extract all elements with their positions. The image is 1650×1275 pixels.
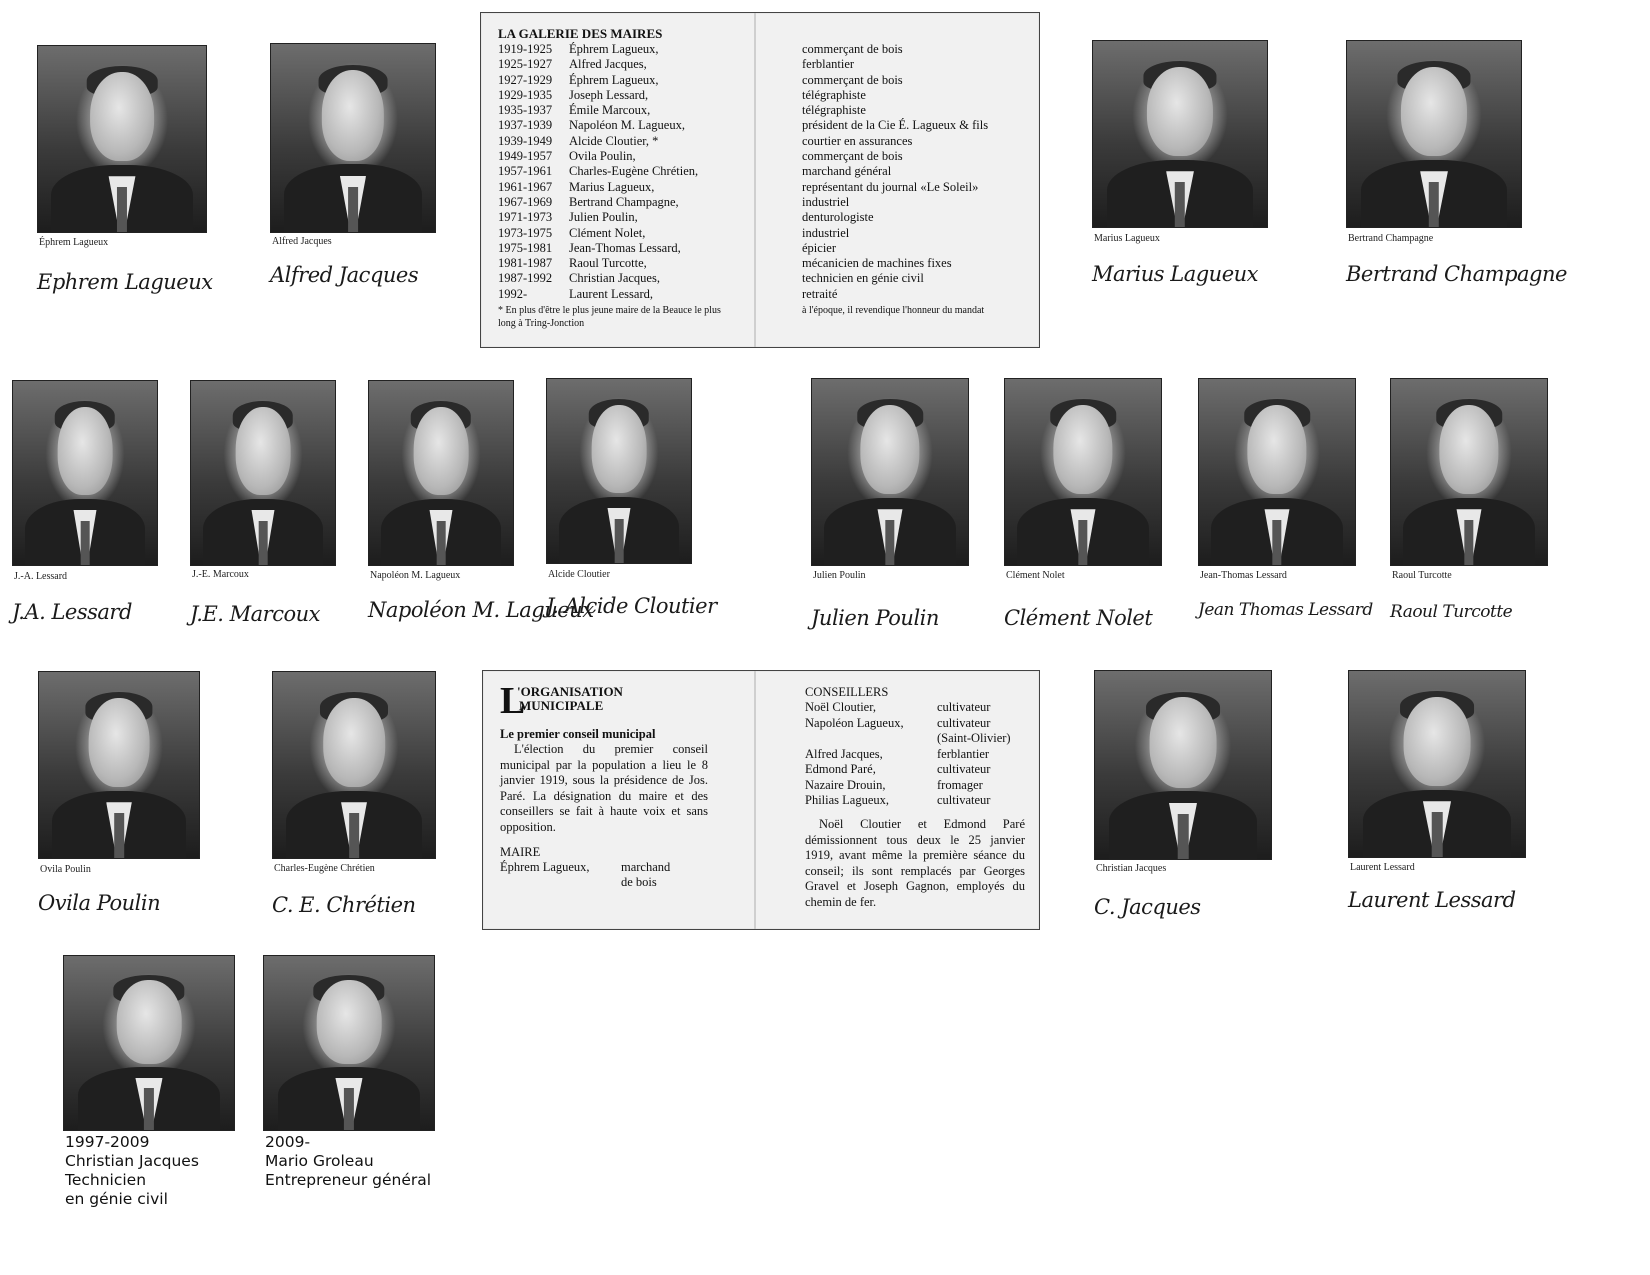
mayor-occupation: denturologiste	[802, 210, 874, 225]
portrait-caption: Napoléon M. Lagueux	[370, 570, 461, 581]
portrait-je-marcoux	[190, 380, 340, 650]
mayor-occupation: commerçant de bois	[802, 149, 903, 164]
mayor-term: 1992-	[498, 286, 528, 301]
mayor-name: Émile Marcoux,	[569, 103, 651, 118]
conseiller-occupation: cultivateur	[937, 762, 991, 776]
conseiller-name: Nazaire Drouin,	[805, 777, 886, 792]
portrait-signature: Raoul Turcotte	[1390, 602, 1513, 622]
recent-mayor-term: 1997-2009	[65, 1133, 150, 1151]
mayor-name: Charles-Eugène Chrétien,	[569, 164, 699, 179]
portrait-recent-mario-groleau	[263, 955, 473, 1215]
mayor-term: 1971-1973	[498, 210, 553, 225]
mayor-occupation: industriel	[802, 225, 850, 240]
mayor-name: Raoul Turcotte,	[569, 256, 647, 271]
portrait-laurent-lessard	[1348, 670, 1548, 940]
maire-occupation-line2: de bois	[621, 875, 657, 889]
portrait-raoul-turcotte	[1390, 378, 1550, 648]
galerie-title: LA GALERIE DES MAIRES	[498, 26, 663, 41]
galerie-footnote-right: à l'époque, il revendique l'honneur du mandat	[802, 305, 985, 316]
mayor-occupation: commerçant de bois	[802, 42, 903, 56]
mayor-occupation: commerçant de bois	[802, 72, 903, 87]
mayor-occupation: télégraphiste	[802, 103, 866, 118]
portrait-caption: Éphrem Lagueux	[39, 237, 109, 248]
portrait-photo	[811, 378, 969, 566]
portrait-photo	[1092, 40, 1268, 228]
conseiller-name: Edmond Paré,	[805, 762, 876, 776]
organisation-title-line1: 'ORGANISATION	[517, 684, 623, 699]
conseiller-name: Philias Lagueux,	[805, 793, 890, 807]
mayor-occupation: retraité	[802, 286, 838, 301]
mayor-term: 1927-1929	[498, 72, 553, 87]
portrait-signature: Ovila Poulin	[38, 891, 161, 915]
portrait-caption: Alfred Jacques	[272, 236, 332, 247]
portrait-photo	[270, 43, 436, 233]
portrait-photo	[190, 380, 336, 566]
conseiller-occupation: fromager	[937, 777, 983, 792]
recent-mayor-title-line1: Technicien	[65, 1171, 147, 1189]
galerie-footnote-left: * En plus d'être le plus jeune maire de la Beauce le plus long à Tring-Jonction	[498, 305, 721, 329]
portrait-photo	[1390, 378, 1548, 566]
conseillers-heading: CONSEILLERS	[805, 685, 889, 699]
mayor-name: Laurent Lessard,	[569, 286, 653, 301]
mayor-occupation: marchand général	[802, 164, 892, 179]
galerie-terms-column	[498, 42, 552, 302]
portrait-signature: C. E. Chrétien	[272, 893, 416, 917]
portrait-photo	[1094, 670, 1272, 860]
mayor-term: 1939-1949	[498, 133, 553, 148]
galerie-occupations-column	[802, 42, 988, 302]
mayor-name: Joseph Lessard,	[569, 87, 649, 102]
portrait-photo	[546, 378, 692, 564]
organisation-title-line2: MUNICIPALE	[519, 698, 604, 713]
portrait-signature: Laurent Lessard	[1348, 888, 1516, 912]
mayor-name: Jean-Thomas Lessard,	[569, 240, 681, 255]
mayor-name: Napoléon M. Lagueux,	[569, 118, 685, 133]
mayor-name: Julien Poulin,	[569, 210, 638, 225]
mayor-term: 1925-1927	[498, 57, 553, 72]
portrait-clement-nolet	[1004, 378, 1174, 648]
mayor-name: Marius Lagueux,	[569, 179, 655, 194]
galerie-des-maires-panel	[480, 12, 1040, 348]
recent-mayor-term: 2009-	[265, 1133, 311, 1151]
portrait-bertrand-champagne	[1346, 40, 1567, 300]
portrait-caption: Alcide Cloutier	[548, 569, 610, 580]
mayor-occupation: épicier	[802, 240, 837, 255]
conseiller-name: Noël Cloutier,	[805, 700, 877, 714]
mayor-term: 1967-1969	[498, 194, 553, 209]
portrait-photo	[63, 955, 235, 1131]
portrait-signature: Clément Nolet	[1004, 606, 1153, 630]
maire-occupation-line1: marchand	[621, 860, 671, 874]
mayor-term: 1919-1925	[498, 42, 553, 56]
portrait-caption: Ovila Poulin	[40, 864, 91, 875]
page-gutter	[754, 671, 756, 929]
portrait-signature: J. Alcide Cloutier	[546, 594, 717, 618]
portrait-signature: Napoléon M. Lagueux	[368, 598, 594, 622]
portrait-alfred-jacques	[270, 43, 440, 303]
mayor-name: Éphrem Lagueux,	[569, 72, 659, 87]
portrait-christian-jacques	[1094, 670, 1294, 940]
portrait-ovila-poulin	[38, 671, 238, 931]
portrait-julien-poulin	[811, 378, 981, 648]
mayor-term: 1987-1992	[498, 271, 553, 286]
mayor-term: 1973-1975	[498, 225, 553, 240]
portrait-charles-eugene-chretien	[272, 671, 472, 931]
mayor-occupation: télégraphiste	[802, 87, 866, 102]
conseiller-name: Alfred Jacques,	[805, 746, 883, 761]
conseiller-occupation: cultivateur	[937, 715, 991, 730]
portrait-ja-lessard	[12, 380, 162, 650]
portrait-photo	[1198, 378, 1356, 566]
portrait-signature: Marius Lagueux	[1092, 262, 1258, 286]
organisation-subheading: Le premier conseil municipal	[500, 727, 656, 741]
conseiller-name	[805, 731, 904, 747]
mayor-name: Éphrem Lagueux,	[569, 42, 659, 56]
portrait-caption: Christian Jacques	[1096, 863, 1167, 874]
mayor-occupation: représentant du journal «Le Soleil»	[802, 179, 979, 194]
conseillers-names-column	[805, 700, 904, 809]
portrait-caption: Laurent Lessard	[1350, 862, 1415, 873]
portrait-caption: Raoul Turcotte	[1392, 570, 1452, 581]
recent-mayor-caption	[265, 1133, 431, 1190]
portrait-photo	[1346, 40, 1522, 228]
portrait-alcide-cloutier	[546, 378, 717, 648]
mayor-term: 1949-1957	[498, 149, 553, 164]
conseiller-occupation: (Saint-Olivier)	[937, 731, 1011, 745]
mayor-term: 1935-1937	[498, 103, 553, 118]
portrait-photo	[1348, 670, 1526, 858]
portrait-jean-thomas-lessard	[1198, 378, 1373, 648]
portrait-photo	[12, 380, 158, 566]
portrait-caption: J.-E. Marcoux	[192, 569, 249, 580]
conseiller-occupation: cultivateur	[937, 700, 991, 714]
portrait-photo	[1004, 378, 1162, 566]
mayor-term: 1957-1961	[498, 164, 553, 179]
organisation-municipale-panel	[482, 670, 1040, 930]
organisation-title-initial: L	[500, 680, 526, 722]
portrait-marius-lagueux	[1092, 40, 1272, 300]
mayor-occupation: courtier en assurances	[802, 133, 913, 148]
mayor-term: 1981-1987	[498, 256, 553, 271]
portrait-photo	[37, 45, 207, 233]
conseillers-occupations-column	[937, 700, 1011, 809]
recent-mayor-caption	[65, 1133, 199, 1209]
conseiller-name: Napoléon Lagueux,	[805, 715, 904, 730]
portrait-caption: J.-A. Lessard	[14, 571, 68, 582]
mayor-occupation: industriel	[802, 194, 850, 209]
portrait-photo	[368, 380, 514, 566]
mayor-occupation: technicien en génie civil	[802, 271, 924, 286]
maire-name: Éphrem Lagueux,	[500, 860, 590, 874]
mayor-term: 1975-1981	[498, 240, 553, 255]
mayor-term: 1961-1967	[498, 179, 553, 194]
conseiller-occupation: ferblantier	[937, 746, 990, 761]
portrait-signature: Bertrand Champagne	[1346, 262, 1567, 286]
mayor-occupation: président de la Cie É. Lagueux & fils	[802, 118, 989, 133]
recent-mayor-name: Christian Jacques	[65, 1152, 199, 1170]
mayor-name: Clément Nolet,	[569, 225, 646, 240]
portrait-caption: Charles-Eugène Chrétien	[274, 863, 375, 874]
portrait-caption: Bertrand Champagne	[1348, 233, 1434, 244]
portrait-signature: Ephrem Lagueux	[37, 270, 213, 294]
portrait-ephrem-lagueux	[37, 45, 213, 305]
portrait-signature: Julien Poulin	[811, 606, 939, 630]
mayor-name: Christian Jacques,	[569, 271, 660, 286]
portrait-signature: J.A. Lessard	[12, 600, 132, 624]
portrait-photo	[263, 955, 435, 1131]
portrait-caption: Clément Nolet	[1006, 570, 1065, 581]
portrait-photo	[38, 671, 200, 859]
mayor-name: Alcide Cloutier, *	[569, 133, 659, 148]
recent-mayor-title-line1: Entrepreneur général	[265, 1171, 432, 1189]
mayor-term: 1937-1939	[498, 118, 553, 133]
portrait-caption: Marius Lagueux	[1094, 233, 1160, 244]
portrait-signature: J.E. Marcoux	[190, 602, 320, 626]
mayor-name: Alfred Jacques,	[569, 57, 647, 72]
mayor-term: 1929-1935	[498, 87, 553, 102]
mayor-name: Ovila Poulin,	[569, 149, 636, 164]
mayor-occupation: mécanicien de machines fixes	[802, 256, 952, 271]
portrait-signature: C. Jacques	[1094, 895, 1201, 919]
mayor-name: Bertrand Champagne,	[569, 194, 679, 209]
portrait-caption: Jean-Thomas Lessard	[1200, 570, 1287, 581]
page-gutter	[754, 13, 756, 347]
organisation-closing: Noël Cloutier et Edmond Paré démissionnent tous deux le 25 janvier 1919, avant même la première séance du conseil; ils sont remplacés par Georges Gravel et Joseph Gagnon, employés du chemin de fer.	[805, 817, 1025, 909]
portrait-photo	[272, 671, 436, 859]
organisation-intro: L'élection du premier conseil municipal par la population a lieu le 8 janvier 1919, sous la présidence de Jos. Paré. La désignation du maire et des conseillers se fait à haute voix et sans opposition.	[500, 742, 708, 834]
portrait-recent-christian-jacques	[63, 955, 273, 1215]
portrait-signature: Jean Thomas Lessard	[1198, 600, 1373, 620]
conseiller-occupation: cultivateur	[937, 793, 991, 807]
galerie-names-column	[569, 42, 698, 302]
maire-heading: MAIRE	[500, 845, 541, 859]
portrait-signature: Alfred Jacques	[270, 263, 419, 287]
recent-mayor-title-line2: en génie civil	[65, 1190, 168, 1208]
recent-mayor-name: Mario Groleau	[265, 1152, 374, 1170]
mayor-occupation: ferblantier	[802, 57, 855, 72]
portrait-caption: Julien Poulin	[813, 570, 866, 581]
